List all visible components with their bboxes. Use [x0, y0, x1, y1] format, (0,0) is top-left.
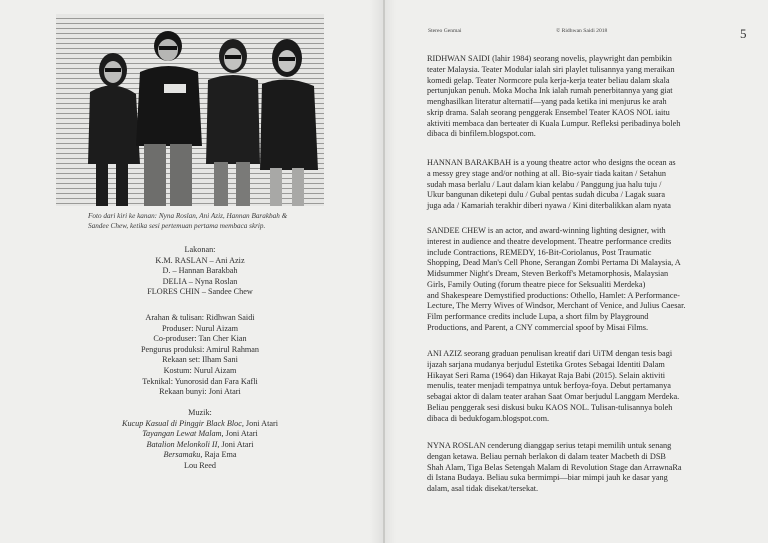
bio-line: dengan ketawa. Beliau pernah berlakon di dalam teater Macbeth di DSB: [427, 451, 666, 461]
cast-line: D. – Hannan Barakbah: [162, 266, 238, 276]
bio-line: aktiviti membaca dan berteater di Kuala Lumpur. Refleksi peribadinya boleh: [427, 118, 681, 128]
bio-line: juga ada / Kamariah terakhir diberi nyawa / Kini diterbalikkan alam nyata: [427, 201, 671, 210]
cast-heading: Lakonan:: [184, 245, 216, 254]
bio-line: dibaca di binfilem.blogspot.com.: [427, 129, 536, 139]
crew-line: Rekaan set: Ilham Sani: [162, 355, 238, 365]
music-credits: [100, 408, 300, 472]
bio-line: SANDEE CHEW is an actor, and award-winning lighting designer, with: [427, 226, 666, 235]
bio-line: a messy grey stage and/or nothing at all. Bio-syair tiada kaitan / Setahun: [427, 168, 666, 178]
cast-credits: [100, 245, 300, 298]
bio-line: Ukur bangunan diketepi dulu / Gubal pentas sudah dicuba / Lagak suara: [427, 190, 666, 200]
page-number: 5: [740, 26, 747, 41]
bio-line: Midsummer Night's Dream, Steven Berkoff's Metamorphosis, Malaysian: [427, 269, 669, 278]
music-item: [100, 419, 300, 430]
crew-line: Kostum: Nurul Aizam: [163, 365, 237, 375]
bio-line: ijazah sarjana mudanya berjudul Estetika Grotes Sebagai Identiti Dalam: [427, 359, 665, 369]
bio-line: sebagai aktor di dalam teater arahan Saat Omar berjudul Langgam Merdeka.: [427, 392, 680, 401]
cast-line: K.M. RASLAN – Ani Aziz: [155, 255, 245, 265]
music-title: Bersamaku,: [163, 450, 203, 460]
music-artist: Joni Atari: [219, 439, 254, 449]
bio-line: Film performance credits include Lupa, a short film by Playground: [427, 312, 649, 321]
music-artist: Raja Ema: [202, 450, 237, 460]
cast-line: DELIA – Nyna Roslan: [162, 276, 238, 286]
crew-line: Co-produser: Tan Cher Kian: [153, 334, 247, 344]
bio-nyna: [427, 441, 733, 495]
bio-line: dalam, asal tidak disekat/tersekat.: [427, 484, 539, 493]
music-item: [100, 429, 300, 440]
bio-line: Hikayat Seri Rama (1964) dan Hikayat Raja Babi (2015). Selain aktiviti: [427, 370, 666, 380]
bio-line: Girls, Family Outing (forum theatre piece for Seksualiti Merdeka): [427, 279, 646, 289]
bio-line: RIDHWAN SAIDI (lahir 1984) seorang novelis, playwright dan pembikin: [427, 54, 672, 63]
bio-hannan: [427, 158, 733, 212]
bio-line: pertunjukan penuh. Moka Mocha Ink ialah rumah penerbitannya yang giat: [427, 86, 673, 96]
music-artist: Lou Reed: [183, 460, 217, 470]
cast-line: FLORES CHIN – Sandee Chew: [147, 287, 253, 297]
music-title: Tayangan Lewat Malam,: [142, 429, 224, 439]
bio-line: menulis, teater menjadi tempatnya untuk berfoya-foya. Debut pertamanya: [427, 381, 671, 391]
music-title: Batalion Melonkoli II,: [146, 439, 220, 449]
photo-caption: [88, 211, 308, 231]
bio-line: Shopping, Dead Man's Cell Phone, Serangan Zombi Pertama Di Malaysia, A: [427, 258, 681, 268]
bio-line: NYNA ROSLAN cenderung dianggap serius tetapi memilih untuk senang: [427, 441, 672, 450]
bio-line: Shah Alam, Tiga Belas Setengah Malam di Revolution Stage dan ArrawnaRa: [427, 462, 682, 472]
bio-line: Lecture, The Merry Wives of Windsor, Merchant of Venice, and Julius Caesar.: [427, 301, 686, 311]
caption-line: Sandee Chew, ketika sesi pertemuan pertama membaca skrip.: [88, 222, 266, 230]
bio-ani: [427, 349, 733, 424]
crew-credits: [100, 313, 300, 398]
crew-line: Rekaan bunyi: Joni Atari: [159, 387, 241, 397]
music-item: [100, 461, 300, 472]
bio-line: Beliau penggerak sesi diskusi buku KAOS NOL. Tulisan-tulisannya boleh: [427, 402, 673, 412]
bio-line: skrip drama. Salah seorang penggerak Ensembel Teater KAOS NOL iaitu: [427, 107, 670, 117]
group-photo-icon: [56, 14, 324, 206]
bio-line: Productions, and Parent, a CNY commercial spoof by Misai Films.: [427, 322, 649, 332]
crew-line: Teknikal: Yunorosid dan Fara Kafli: [142, 376, 258, 386]
running-header-left: Stereo Genmai: [428, 28, 462, 34]
bio-sandee: [427, 226, 733, 334]
bio-line: sudah masa berlalu / Laut dalam kian kelabu / Panggung jua halu tuju /: [427, 179, 662, 189]
bio-line: and Shakespeare Demystified productions: Othello, Hamlet: A Performance-: [427, 290, 680, 300]
crew-line: Pengurus produksi: Amirul Rahman: [140, 344, 260, 354]
music-item: [100, 450, 300, 461]
crew-line: Arahan & tulisan: Ridhwan Saidi: [145, 313, 255, 322]
crew-line: Produser: Nurul Aizam: [162, 323, 238, 333]
group-photo: [56, 14, 324, 206]
music-heading: Muzik:: [188, 408, 212, 417]
page-gutter: [383, 0, 385, 543]
bio-line: teater Malaysia. Teater Modular ialah siri playlet tulisannya yang meraikan: [427, 64, 675, 74]
music-artist: Joni Atari: [243, 418, 278, 428]
bio-line: komedi gelap. Teater Normcore pula kerja-kerja teater beliau dalam skala: [427, 75, 670, 85]
bio-line: interest in audience and theatre development. Theatre performance credits: [427, 236, 672, 246]
music-title: Kucup Kasual di Pinggir Black Bloc,: [121, 418, 244, 428]
bio-line: di Istana Budaya. Beliau suka bermimpi—biar mimpi jauh ke dasar yang: [427, 473, 668, 483]
bio-line: HANNAN BARAKBAH is a young theatre actor who designs the ocean as: [427, 158, 676, 167]
caption-line: Foto dari kiri ke kanan: Nyna Roslan, Ani Aziz, Hannan Barakbah &: [88, 212, 288, 220]
running-header-right: © Ridhwan Saidi 2018: [556, 28, 608, 34]
music-item: [100, 440, 300, 451]
bio-line: include Contractions, REMEDY, 16-Bit-Coriolanus, Post Traumatic: [427, 247, 652, 257]
music-artist: Joni Atari: [223, 429, 258, 439]
bio-line: menghasilkan literatur alternatif—yang pada ketika ini menjurus ke arah: [427, 97, 667, 106]
bio-line: ANI AZIZ seorang graduan penulisan kreatif dari UiTM dengan tesis bagi: [427, 349, 673, 358]
bio-line: dibaca di bedukfogam.blogspot.com.: [427, 413, 550, 423]
bio-ridhwan: [427, 54, 733, 140]
